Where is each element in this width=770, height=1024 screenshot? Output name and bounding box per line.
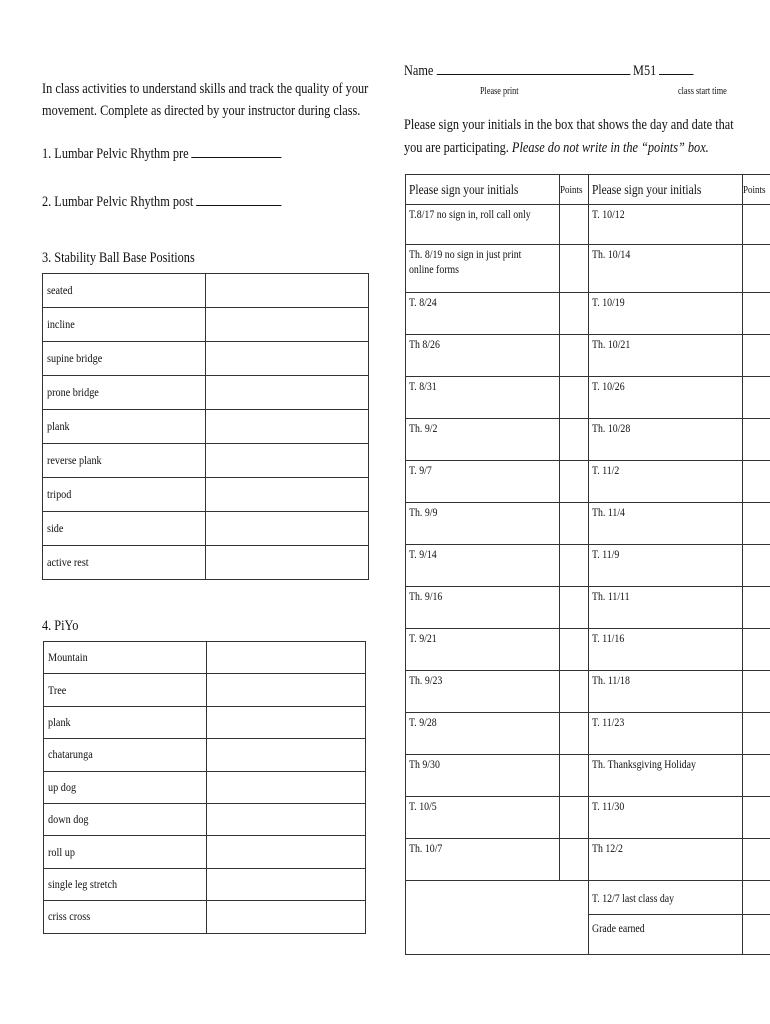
attendance-header-row <box>406 175 770 205</box>
position-label <box>44 803 207 835</box>
date-label: T. 9/21 <box>409 631 437 645</box>
piyo-row <box>44 642 366 674</box>
position-name: down dog <box>48 812 89 827</box>
position-name: seated <box>47 283 73 297</box>
date-label: Th. 8/19 no sign in just print online forms <box>409 247 522 276</box>
stability-row <box>43 512 369 546</box>
position-label <box>43 376 206 410</box>
piyo-row <box>44 836 366 868</box>
attendance-row <box>406 293 770 335</box>
position-name: Mountain <box>48 650 88 665</box>
header-sign-right: Please sign your initials <box>588 175 742 205</box>
date-label: T. 8/31 <box>409 379 437 393</box>
date-label: T. 11/30 <box>591 799 624 813</box>
date-label: Th. 10/21 <box>591 337 630 351</box>
position-label <box>44 642 207 674</box>
piyo-table <box>43 641 366 934</box>
attendance-row <box>406 419 770 461</box>
points-cell-left[interactable] <box>560 377 589 419</box>
points-cell-right[interactable] <box>742 293 770 335</box>
attendance-row <box>406 587 770 629</box>
position-label <box>43 546 206 580</box>
last-class-label: T. 12/7 last class day <box>591 891 674 905</box>
date-label: Th. 11/18 <box>591 673 630 687</box>
stability-row <box>43 546 369 580</box>
date-cell-left[interactable] <box>406 461 560 503</box>
position-label <box>43 512 206 546</box>
stability-row <box>43 444 369 478</box>
date-cell-left[interactable] <box>406 245 560 293</box>
attendance-row <box>406 713 770 755</box>
attendance-row <box>406 205 770 245</box>
points-cell-right[interactable] <box>742 839 770 881</box>
position-name: up dog <box>48 779 77 794</box>
position-label <box>44 901 207 933</box>
points-cell-right[interactable] <box>742 245 770 293</box>
header-points-left: Points <box>560 175 589 205</box>
attendance-row <box>406 245 770 293</box>
date-cell-left[interactable] <box>406 713 560 755</box>
piyo-row <box>44 739 366 771</box>
points-cell-left[interactable] <box>560 293 589 335</box>
piyo-row <box>44 771 366 803</box>
position-label <box>44 674 207 706</box>
points-cell-right[interactable] <box>742 419 770 461</box>
date-cell-right[interactable] <box>588 205 742 245</box>
position-name: plank <box>48 714 71 729</box>
date-cell-left[interactable] <box>406 587 560 629</box>
date-cell-right[interactable] <box>588 377 742 419</box>
stability-row <box>43 376 369 410</box>
lumbar-post-blank[interactable] <box>196 191 281 206</box>
points-cell-left[interactable] <box>560 755 589 797</box>
entry-cell[interactable] <box>207 901 366 933</box>
class-time-blank[interactable] <box>659 60 693 75</box>
date-label: Th. 11/11 <box>591 589 630 603</box>
entry-cell[interactable] <box>206 274 369 308</box>
date-label: T. 11/16 <box>591 631 624 645</box>
date-label: T. 10/12 <box>591 207 625 221</box>
last-class-row <box>406 881 770 915</box>
points-cell-left[interactable] <box>560 629 589 671</box>
entry-cell[interactable] <box>206 308 369 342</box>
entry-cell[interactable] <box>207 706 366 738</box>
attendance-row <box>406 461 770 503</box>
date-label: T. 9/7 <box>409 463 432 477</box>
attendance-row <box>406 671 770 713</box>
piyo-row <box>44 803 366 835</box>
points-cell-right[interactable] <box>742 377 770 419</box>
position-name: prone bridge <box>47 385 99 399</box>
entry-cell[interactable] <box>207 771 366 803</box>
date-label: Th. 10/7 <box>409 841 443 855</box>
position-name: active rest <box>47 555 89 569</box>
entry-cell[interactable] <box>206 478 369 512</box>
stability-row <box>43 410 369 444</box>
points-cell-left[interactable] <box>560 245 589 293</box>
attendance-table <box>405 174 770 955</box>
date-cell-left[interactable] <box>406 419 560 461</box>
grade-earned-label: Grade earned <box>591 921 645 935</box>
entry-cell[interactable] <box>207 803 366 835</box>
date-label: T. 8/24 <box>409 295 437 309</box>
name-blank[interactable] <box>436 60 630 75</box>
date-cell-left[interactable] <box>406 503 560 545</box>
position-name: tripod <box>47 487 72 501</box>
stability-row <box>43 342 369 376</box>
entry-cell[interactable] <box>207 868 366 900</box>
empty-block <box>406 881 589 955</box>
points-cell-left[interactable] <box>560 839 589 881</box>
piyo-row <box>44 706 366 738</box>
position-name: reverse plank <box>47 453 102 467</box>
date-cell-right[interactable] <box>588 461 742 503</box>
date-cell-left[interactable] <box>406 671 560 713</box>
date-cell-right[interactable] <box>588 587 742 629</box>
points-cell-right[interactable] <box>742 545 770 587</box>
points-cell-last[interactable] <box>742 881 770 915</box>
date-cell-left[interactable] <box>406 205 560 245</box>
date-label: Th 8/26 <box>409 337 440 351</box>
date-label: Th. 11/4 <box>591 505 625 519</box>
entry-cell[interactable] <box>207 642 366 674</box>
points-cell-right[interactable] <box>742 335 770 377</box>
points-cell-right[interactable] <box>742 503 770 545</box>
date-cell-right[interactable] <box>588 419 742 461</box>
date-cell-right[interactable] <box>588 671 742 713</box>
position-name: roll up <box>48 844 75 859</box>
date-cell-right[interactable] <box>588 839 742 881</box>
position-label <box>43 478 206 512</box>
date-cell-left[interactable] <box>406 797 560 839</box>
position-label <box>44 771 207 803</box>
date-cell-right[interactable] <box>588 335 742 377</box>
points-cell-left[interactable] <box>560 503 589 545</box>
date-label: T. 10/26 <box>591 379 625 393</box>
date-label: Th. 9/23 <box>409 673 443 687</box>
stability-title: 3. Stability Ball Base Positions <box>42 250 195 266</box>
piyo-row <box>44 868 366 900</box>
date-label: Th 12/2 <box>591 841 623 855</box>
date-label: T. 10/19 <box>591 295 625 309</box>
entry-cell[interactable] <box>206 410 369 444</box>
points-cell-right[interactable] <box>742 587 770 629</box>
position-name: chatarunga <box>48 747 93 762</box>
attendance-row <box>406 545 770 587</box>
entry-cell[interactable] <box>206 444 369 478</box>
points-cell-left[interactable] <box>560 335 589 377</box>
date-cell-right[interactable] <box>588 755 742 797</box>
last-class-cell[interactable] <box>588 881 742 915</box>
date-cell-left[interactable] <box>406 755 560 797</box>
piyo-title: 4. PiYo <box>42 618 79 634</box>
date-cell-left[interactable] <box>406 377 560 419</box>
points-cell-left[interactable] <box>560 713 589 755</box>
position-label <box>44 868 207 900</box>
date-cell-right[interactable] <box>588 293 742 335</box>
date-label: Th. 9/16 <box>409 589 443 603</box>
attendance-row <box>406 335 770 377</box>
date-label: T. 9/14 <box>409 547 437 561</box>
class-start-time-caption: class start time <box>678 86 727 97</box>
points-cell-right[interactable] <box>742 205 770 245</box>
attendance-row <box>406 755 770 797</box>
stability-row <box>43 308 369 342</box>
date-label: Th 9/30 <box>409 757 440 771</box>
entry-cell[interactable] <box>206 342 369 376</box>
date-label: T. 10/5 <box>409 799 437 813</box>
position-label <box>43 444 206 478</box>
points-cell-right[interactable] <box>742 629 770 671</box>
entry-cell[interactable] <box>206 546 369 580</box>
grade-points-cell[interactable] <box>742 915 770 955</box>
attendance-row <box>406 629 770 671</box>
question-lumbar-pre: 1. Lumbar Pelvic Rhythm pre <box>42 143 334 163</box>
position-name: plank <box>47 419 70 433</box>
attendance-row <box>406 377 770 419</box>
intro-text: In class activities to understand skills and track the quality of your movement. Complete as directed by your instructor during class. <box>42 81 369 119</box>
entry-cell[interactable] <box>207 739 366 771</box>
date-label: Th. 10/14 <box>591 247 630 261</box>
date-label: T.8/17 no sign in, roll call only <box>409 207 531 221</box>
stability-row <box>43 478 369 512</box>
please-print-caption: Please print <box>480 86 519 97</box>
attendance-row <box>406 797 770 839</box>
header-points-right: Points <box>742 175 770 205</box>
points-cell-right[interactable] <box>742 797 770 839</box>
date-cell-left[interactable] <box>406 545 560 587</box>
date-cell-right[interactable] <box>588 245 742 293</box>
date-label: T. 11/23 <box>591 715 624 729</box>
points-cell-right[interactable] <box>742 671 770 713</box>
position-name: single leg stretch <box>48 876 118 891</box>
entry-cell[interactable] <box>206 376 369 410</box>
stability-table <box>42 273 369 580</box>
piyo-row <box>44 674 366 706</box>
date-cell-right[interactable] <box>588 629 742 671</box>
date-label: Th. Thanksgiving Holiday <box>591 757 696 771</box>
position-label <box>44 706 207 738</box>
position-name: supine bridge <box>47 351 103 365</box>
date-cell-right[interactable] <box>588 545 742 587</box>
position-name: criss cross <box>48 909 91 924</box>
points-cell-left[interactable] <box>560 587 589 629</box>
position-name: side <box>47 521 64 535</box>
date-cell-left[interactable] <box>406 839 560 881</box>
entry-cell[interactable] <box>207 836 366 868</box>
entry-cell[interactable] <box>206 512 369 546</box>
attendance-row <box>406 503 770 545</box>
points-cell-right[interactable] <box>742 713 770 755</box>
date-label: T. 11/9 <box>591 547 619 561</box>
date-cell-left[interactable] <box>406 293 560 335</box>
date-cell-left[interactable] <box>406 629 560 671</box>
points-cell-left[interactable] <box>560 461 589 503</box>
points-cell-left[interactable] <box>560 671 589 713</box>
position-label <box>43 274 206 308</box>
date-cell-right[interactable] <box>588 713 742 755</box>
instructions: Please sign your initials in the box that shows the day and date that you are participating. Please do not write in the “points” box. <box>404 117 734 156</box>
entry-cell[interactable] <box>207 674 366 706</box>
points-cell-left[interactable] <box>560 205 589 245</box>
grade-earned-cell <box>588 915 742 955</box>
points-cell-right[interactable] <box>742 755 770 797</box>
date-label: T. 11/2 <box>591 463 619 477</box>
piyo-row <box>44 901 366 933</box>
date-label: Th. 10/28 <box>591 421 630 435</box>
date-label: Th. 9/2 <box>409 421 438 435</box>
stability-row <box>43 274 369 308</box>
lumbar-pre-blank[interactable] <box>192 143 282 158</box>
position-label <box>43 410 206 444</box>
date-label: Th. 9/9 <box>409 505 438 519</box>
date-cell-left[interactable] <box>406 335 560 377</box>
name-line: Name M51 <box>404 60 757 80</box>
question-lumbar-post: 2. Lumbar Pelvic Rhythm post <box>42 191 334 211</box>
position-name: Tree <box>48 682 67 697</box>
date-cell-right[interactable] <box>588 503 742 545</box>
points-cell-left[interactable] <box>560 797 589 839</box>
position-label <box>43 342 206 376</box>
date-label: T. 9/28 <box>409 715 437 729</box>
points-cell-left[interactable] <box>560 419 589 461</box>
points-cell-right[interactable] <box>742 461 770 503</box>
position-label <box>44 739 207 771</box>
date-cell-right[interactable] <box>588 797 742 839</box>
points-cell-left[interactable] <box>560 545 589 587</box>
header-sign-left: Please sign your initials <box>406 175 560 205</box>
attendance-row <box>406 839 770 881</box>
position-label <box>43 308 206 342</box>
position-label <box>44 836 207 868</box>
position-name: incline <box>47 317 75 331</box>
